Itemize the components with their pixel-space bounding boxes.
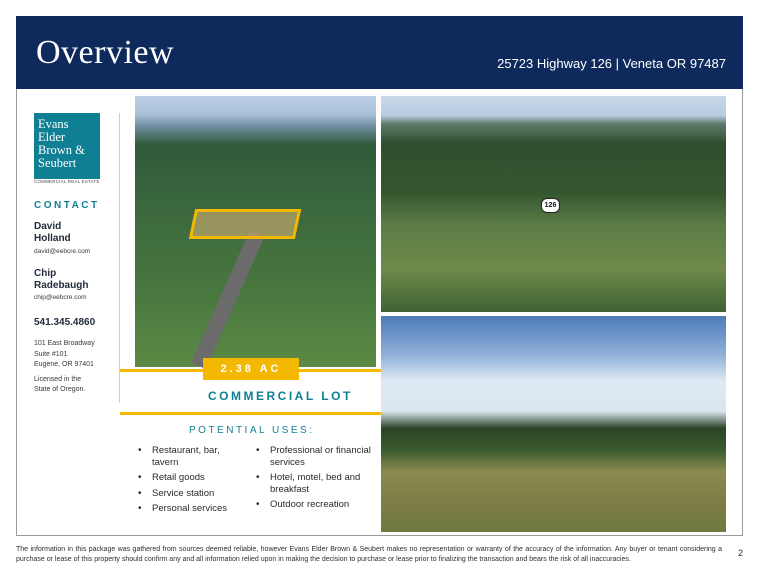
uses-list-left — [136, 445, 246, 519]
route-marker: 126 — [541, 198, 560, 213]
property-type: COMMERCIAL LOT — [208, 389, 353, 403]
agent-name — [34, 268, 88, 292]
list-item: • Personal services — [136, 503, 246, 515]
page-header — [16, 16, 743, 89]
company-logo — [34, 113, 100, 179]
license-line: Licensed in the — [34, 376, 82, 383]
column-divider — [119, 113, 120, 403]
page-number: 2 — [738, 548, 744, 558]
lot-outline — [189, 209, 301, 239]
logo-tagline: COMMERCIAL REAL ESTATE — [34, 179, 100, 184]
address-line: Suite #101 — [34, 350, 68, 358]
acreage-rule-right — [299, 369, 381, 372]
contact-heading: CONTACT — [34, 200, 100, 211]
uses-list-right — [254, 445, 374, 515]
address-line: 101 East Broadway — [34, 340, 95, 347]
list-item: • Outdoor recreation — [254, 499, 374, 511]
acreage-rule-left — [120, 369, 203, 372]
agent-last-name: Holland — [34, 233, 71, 244]
agent-email[interactable]: david@eebcre.com — [34, 248, 91, 255]
page-title: Overview — [36, 34, 175, 71]
agent-last-name: Radebaugh — [34, 280, 89, 291]
list-item: • Restaurant, bar, tavern — [136, 445, 246, 468]
agent-first-name: David — [34, 221, 62, 232]
section-divider — [120, 412, 381, 415]
agent-email[interactable]: chip@eebcre.com — [34, 294, 87, 301]
list-item: • Service station — [136, 488, 246, 500]
list-item: • Hotel, motel, bed and breakfast — [254, 472, 374, 495]
logo-line: Seubert — [38, 156, 77, 170]
office-address — [34, 339, 95, 371]
agent-name — [34, 221, 71, 245]
agent-first-name: Chip — [34, 268, 57, 279]
logo-line: Evans — [38, 117, 69, 131]
uses-heading: POTENTIAL USES: — [189, 425, 315, 436]
field-photo — [381, 316, 726, 532]
office-phone[interactable]: 541.345.4860 — [34, 317, 96, 328]
list-item: • Professional or financial services — [254, 445, 374, 468]
list-item: • Retail goods — [136, 472, 246, 484]
acreage-badge: 2.38 AC — [203, 358, 299, 380]
logo-line: Elder — [38, 130, 66, 144]
license-line: State of Oregon. — [34, 386, 86, 393]
disclaimer-text: The information in this package was gathered from sources deemed reliable, however Evans Elder Brown & Seubert makes no representation or warranty of the accuracy of the information. Any buyer or tenant considering a purchase or lease of this property should confirm any and all information relied upon in making the decision to purchase or lease prior to finalizing the transaction and bears the risk of all inaccuracies. — [16, 546, 722, 563]
logo-line: Brown & — [38, 143, 85, 157]
license-note — [34, 375, 85, 395]
address-line: Eugene, OR 97401 — [34, 361, 94, 368]
property-address: 25723 Highway 126 | Veneta OR 97487 — [497, 56, 726, 71]
